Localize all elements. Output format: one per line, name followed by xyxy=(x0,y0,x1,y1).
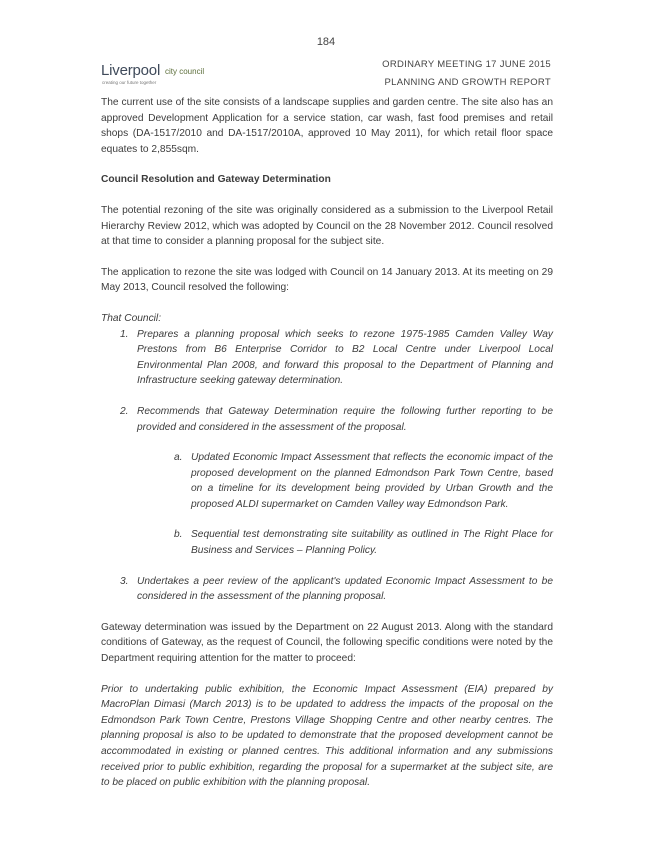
section-heading: Council Resolution and Gateway Determination xyxy=(101,174,331,186)
paragraph-conditions: Prior to undertaking public exhibition, the Economic Impact Assessment (EIA) prepared by MacroPlan Dimasi (March 2013) is to be updated to address the impacts of the proposal on the Edmondson Park Town Centre, Prestons Village Shopping Centre and other nearby centres. The planning proposal is also to be updated to demonstrate that the proposed development cannot be accommodated in existing or planned centres. This additional information and any submissions received prior to public exhibition, regarding the proposal for a supermarket at the subject site, are to be placed on public exhibition with the planning proposal. xyxy=(101,683,553,789)
paragraph-site-use: The current use of the site consists of a landscape supplies and garden centre. The site also has an approved Development Application for a service station, car wash, fast food premises and retail shops (DA-1517/2010 and DA-1517/2010A, approved 10 May 2011), for which retail floor space equates to 2,855sqm. xyxy=(101,97,553,155)
sub-item xyxy=(174,527,553,558)
report-header xyxy=(382,56,551,92)
sub-item xyxy=(174,450,553,512)
council-logo xyxy=(101,62,241,88)
logo-city-council: city council xyxy=(165,67,205,76)
that-council-label: That Council: xyxy=(101,312,162,324)
sublist xyxy=(174,450,553,559)
paragraph-rezoning-history: The potential rezoning of the site was originally considered as a submission to the Liverpool Retail Hierarchy Review 2012, which was adopted by Council on the 28 November 2012. Council resolved at that time to consider a planning proposal for the subject site. xyxy=(101,204,553,248)
paragraph-application: The application to rezone the site was lodged with Council on 14 January 2013. At its meeting on 29 May 2013, Council resolved the following: xyxy=(101,266,553,294)
report-title: PLANNING AND GROWTH REPORT xyxy=(384,77,551,88)
list-item xyxy=(120,327,553,389)
sub-text: Sequential test demonstrating site suitability as outlined in The Right Place for Business and Services – Planning Policy. xyxy=(191,529,553,557)
document-body xyxy=(101,95,553,806)
list-number: 3. xyxy=(120,575,129,587)
list-text: Prepares a planning proposal which seeks to rezone 1975-1985 Camden Valley Way Prestons from B6 Enterprise Corridor to B2 Local Centre under Liverpool Local Environmental Plan 2008, and forward this proposal to the Department of Planning and Infrastructure seeking gateway determination. xyxy=(137,328,553,387)
list-item xyxy=(120,404,553,435)
sub-letter: b. xyxy=(174,529,183,541)
sub-letter: a. xyxy=(174,452,183,464)
list-number: 2. xyxy=(120,405,129,417)
sub-text: Updated Economic Impact Assessment that reflects the economic impact of the proposed development on the planned Edmondson Park Town Centre, based on a timeline for its development being provided by Urban Growth and the proposed ALDI supermarket on Camden Valley way Edmondson Park. xyxy=(191,452,553,510)
paragraph-gateway: Gateway determination was issued by the Department on 22 August 2013. Along with the standard conditions of Gateway, as the request of Council, the following specific conditions were noted by the Department requiring attention for the matter to proceed: xyxy=(101,621,553,665)
meeting-title: ORDINARY MEETING 17 JUNE 2015 xyxy=(382,59,551,70)
logo-tagline: creating our future together xyxy=(102,80,157,85)
resolution-list xyxy=(120,327,553,605)
list-text: Recommends that Gateway Determination require the following further reporting to be provided and considered in the assessment of the proposal. xyxy=(137,405,553,433)
list-number: 1. xyxy=(120,328,129,340)
list-text: Undertakes a peer review of the applicant's updated Economic Impact Assessment to be considered in the assessment of the planning proposal. xyxy=(137,575,553,603)
page-number: 184 xyxy=(316,36,336,48)
logo-wordmark: Liverpool xyxy=(101,62,161,79)
list-item xyxy=(120,574,553,605)
